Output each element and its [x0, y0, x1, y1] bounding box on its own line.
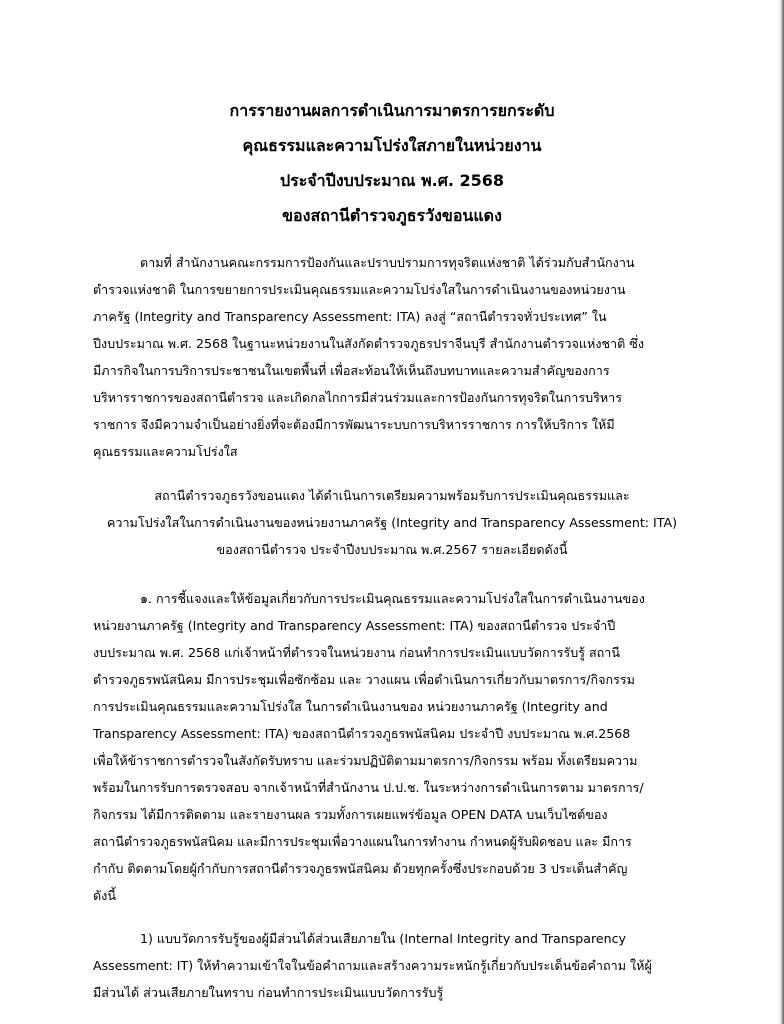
paragraph-line: กิจกรรม ได้มีการติดตาม และรายงานผล รวมทั้งการเผยแพร่ข้อมูล OPEN DATA บนเว็บไซต์ของ — [93, 807, 608, 822]
paragraph-line: ตำรวจแห่งชาติ ในการขยายการประเมินคุณธรรมและความโปร่งใสในการดำเนินงานของหน่วยงาน — [93, 282, 626, 297]
paragraph-line: ความโปร่งใสในการดำเนินงานของหน่วยงานภาครัฐ (Integrity and Transparency Assessment: ITA) — [106, 515, 678, 530]
paragraph-line: ของสถานีตำรวจ ประจำปีงบประมาณ พ.ศ.2567 รายละเอียดดังนี้ — [216, 542, 568, 557]
paragraph-line: ๑. การชี้แจงและให้ข้อมูลเกี่ยวกับการประเมินคุณธรรมและความโปร่งใสในการดำเนินงานของ — [140, 591, 645, 606]
paragraph-line: มีภารกิจในการบริการประชาชนในเขตพื้นที่ เพื่อสะท้อนให้เห็นถึงบทบาทและความสำคัญของการ — [93, 363, 610, 378]
paragraph-line: สถานีตำรวจภูธรวังขอนแดง ได้ดำเนินการเตรียมความพร้อมรับการประเมินคุณธรรมและ — [154, 488, 630, 503]
paragraph-line: มีส่วนได้ ส่วนเสียภายในทราบ ก่อนทำการประเมินแบบวัดการรับรู้ — [93, 985, 444, 1000]
paragraph-line: ปีงบประมาณ พ.ศ. 2568 ในฐานะหน่วยงานในสังกัดตำรวจภูธรปราจีนบุรี สำนักงานตำรวจแห่งชาติ ซึ่ง — [93, 336, 644, 351]
paragraph-line: 1) แบบวัดการรับรู้ของผู้มีส่วนได้ส่วนเสียภายใน (Internal Integrity and Transparency — [140, 931, 626, 946]
paragraph-line: ดังนี้ — [93, 888, 116, 903]
paragraph-line: กำกับ ติดตามโดยผู้กำกับการสถานีตำรวจภูธรพนัสนิคม ด้วยทุกครั้งซึ่งประกอบด้วย 3 ประเด็นสำคัญ — [93, 861, 628, 876]
paragraph-line: พร้อมในการรับการตรวจสอบ จากเจ้าหน้าที่สำนักงาน ป.ป.ช. ในระหว่างการดำเนินการตาม มาตรการ/ — [93, 780, 644, 795]
paragraph-line: บริหารราชการของสถานีตำรวจ และเกิดกลไกการมีส่วนร่วมและการป้องกันการทุจริตในการบริหาร — [93, 390, 622, 405]
paragraph-line: ตำรวจภูธรพนัสนิคม มีการประชุมเพื่อซักซ้อม และ วางแผน เพื่อดำเนินการเกี่ยวกับมาตรการ/กิจกรรม — [93, 672, 635, 687]
paragraph-line: ราชการ จึงมีความจำเป็นอย่างยิ่งที่จะต้องมีการพัฒนาระบบการบริหารราชการ การให้บริการ ให้มี — [93, 417, 615, 432]
paragraph-line: เพื่อให้ข้าราชการตำรวจในสังกัดรับทราบ และร่วมปฏิบัติตามมาตรการ/กิจกรรม พร้อม ทั้งเตรียมความ — [93, 753, 638, 768]
title-line-1: การรายงานผลการดำเนินการมาตรการยกระดับ — [229, 101, 555, 120]
paragraph-line: ภาครัฐ (Integrity and Transparency Assessment: ITA) ลงสู่ “สถานีตำรวจทั่วประเทศ” ใน — [93, 309, 607, 324]
paragraph-line: หน่วยงานภาครัฐ (Integrity and Transparency Assessment: ITA) ของสถานีตำรวจ ประจำปี — [93, 618, 616, 633]
paragraph-line: การประเมินคุณธรรมและความโปร่งใส ในการดำเนินงานของ หน่วยงานภาครัฐ (Integrity and — [93, 699, 608, 714]
paragraph-line: งบประมาณ พ.ศ. 2568 แก่เจ้าหน้าที่ตำรวจในหน่วยงาน ก่อนทำการประเมินแบบวัดการรับรู้ สถานี — [93, 645, 620, 660]
title-line-2: คุณธรรมและความโปร่งใสภายในหน่วยงาน — [242, 136, 542, 155]
paragraph-line: คุณธรรมและความโปร่งใส — [93, 444, 238, 459]
paragraph-line: Assessment: IT) ให้ทำความเข้าใจในข้อคำถามและสร้างความระหนักรู้เกี่ยวกับประเด็นข้อคำถาม ให้ผู้ — [93, 958, 652, 973]
title-line-3: ประจำปีงบประมาณ พ.ศ. 2568 — [279, 171, 505, 190]
paragraph-line: ตามที่ สำนักงานคณะกรรมการป้องกันและปราบปรามการทุจริตแห่งชาติ ได้ร่วมกับสำนักงาน — [140, 255, 635, 270]
paragraph-line: Transparency Assessment: ITA) ของสถานีตำรวจภูธรพนัสนิคม ประจำปี งบประมาณ พ.ศ.2568 — [93, 726, 631, 741]
paragraph-line: สถานีตำรวจภูธรพนัสนิคม และมีการประชุมเพื่อวางแผนในการทำงาน กำหนดผู้รับผิดชอบ และ มีการ — [93, 834, 632, 849]
title-line-4: ของสถานีตำรวจภูธรวังขอนแดง — [282, 206, 502, 225]
